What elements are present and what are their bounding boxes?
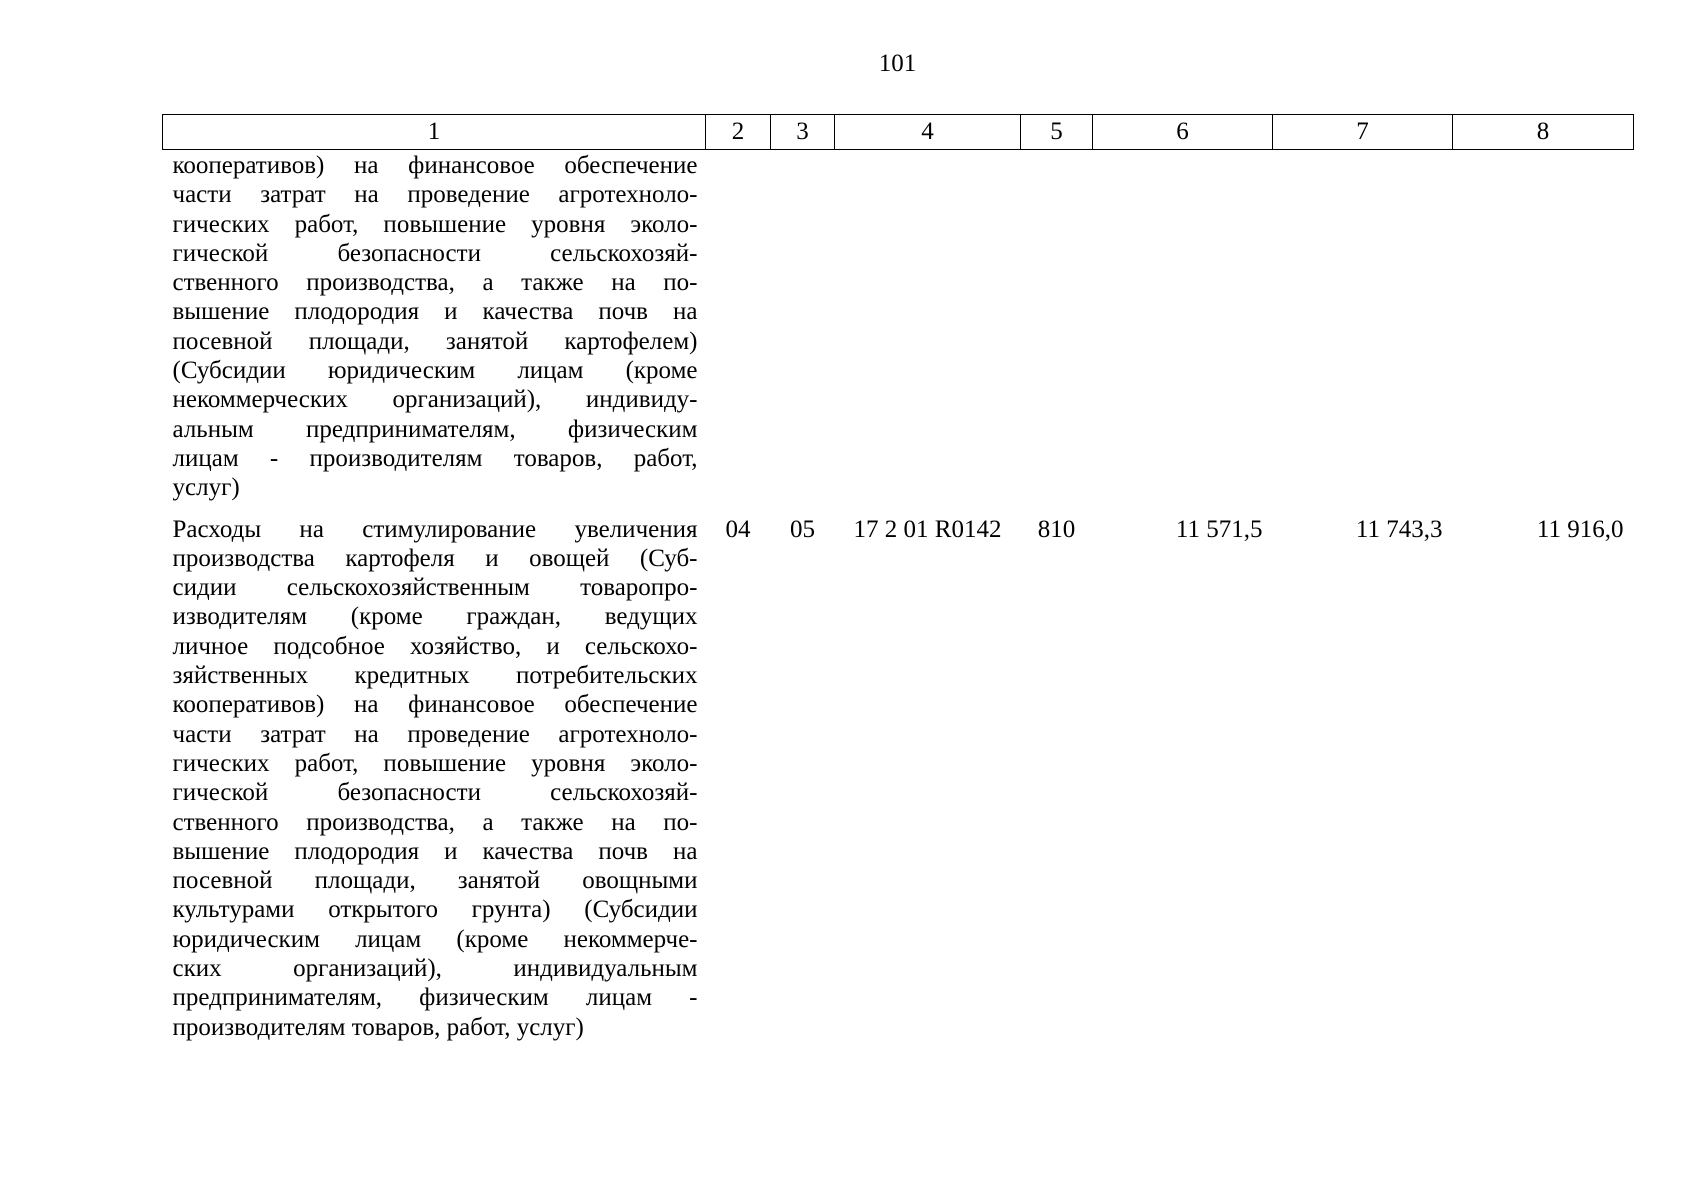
amount-col-8 — [1453, 150, 1634, 503]
description-line: кооперативов) на финансовое обеспечение — [172, 152, 698, 179]
description-line: ственного производства, а также на по- — [172, 269, 698, 297]
description-line: альным предпринимателям, физическим — [172, 415, 698, 443]
description-line: предпринимателям, физическим лицам - — [172, 984, 698, 1012]
expense-type-code: 810 — [1037, 515, 1076, 543]
description-line: посевной площади, занятой овощными — [172, 867, 698, 895]
table-row — [163, 150, 1634, 503]
amount-col-8: 11 916,0 — [1536, 515, 1624, 543]
column-header-4: 4 — [835, 115, 1021, 150]
description-line: гической безопасности сельскохозяй- — [172, 239, 698, 267]
description-line: ских организаций), индивидуальным — [172, 955, 698, 983]
section-code: 04 — [725, 515, 751, 543]
description-line: (Субсидии юридическим лицам (кроме — [172, 357, 698, 385]
row-description — [163, 150, 706, 503]
description-line: кооперативов) на финансовое обеспечение — [172, 691, 698, 719]
column-header-6: 6 — [1093, 115, 1273, 150]
description-line: части затрат на проведение агротехноло- — [172, 181, 698, 209]
description-line: гических работ, повышение уровня эколо- — [172, 749, 698, 777]
description-line: Расходы на стимулирование увеличения — [172, 515, 698, 543]
section-code — [706, 150, 771, 503]
description-line: вышение плодородия и качества почв на — [172, 837, 698, 865]
description-line: культурами открытого грунта) (Субсидии — [172, 896, 698, 924]
column-header-1: 1 — [163, 115, 706, 150]
description-line: производства картофеля и овощей (Суб- — [172, 544, 698, 572]
description-line: производителям товаров, работ, услуг) — [172, 1013, 584, 1041]
description-line: юридическим лицам (кроме некоммерче- — [172, 925, 698, 953]
description-line: гической безопасности сельскохозяй- — [172, 779, 698, 807]
description-line: некоммерческих организаций), индивиду- — [172, 386, 698, 414]
header-row — [163, 115, 1634, 150]
description-line: посевной площади, занятой картофелем) — [172, 327, 698, 355]
subsection-code: 05 — [790, 515, 815, 543]
description-line: части затрат на проведение агротехноло- — [172, 720, 698, 748]
description-line: изводителям (кроме граждан, ведущих — [172, 603, 698, 631]
expense-type-code — [1021, 150, 1093, 503]
target-article-code — [835, 150, 1021, 503]
subsection-code — [771, 150, 835, 503]
column-header-2: 2 — [706, 115, 771, 150]
amount-col-7: 11 743,3 — [1355, 515, 1443, 543]
page-number: 101 — [878, 50, 917, 77]
description-line: сидии сельскохозяйственным товаропро- — [172, 574, 698, 602]
description-line: ственного производства, а также на по- — [172, 808, 698, 836]
column-header-3: 3 — [771, 115, 835, 150]
description-line: гических работ, повышение уровня эколо- — [172, 210, 698, 238]
description-line: лицам - производителям товаров, работ, — [172, 444, 698, 472]
description-line: вышение плодородия и качества почв на — [172, 298, 698, 326]
budget-table — [162, 114, 1634, 1042]
amount-col-6: 11 571,5 — [1175, 515, 1263, 543]
row-description — [163, 503, 706, 1042]
description-line: личное подсобное хозяйство, и сельскохо- — [172, 632, 698, 660]
target-article-code: 17 2 01 R0142 — [853, 515, 1002, 543]
table-row — [163, 503, 1634, 1042]
description-line: зяйственных кредитных потребительских — [172, 662, 698, 690]
column-header-8: 8 — [1453, 115, 1634, 150]
description-line: услуг) — [172, 474, 240, 502]
column-header-7: 7 — [1273, 115, 1453, 150]
amount-col-7 — [1273, 150, 1453, 503]
amount-col-6 — [1093, 150, 1273, 503]
column-header-5: 5 — [1021, 115, 1093, 150]
